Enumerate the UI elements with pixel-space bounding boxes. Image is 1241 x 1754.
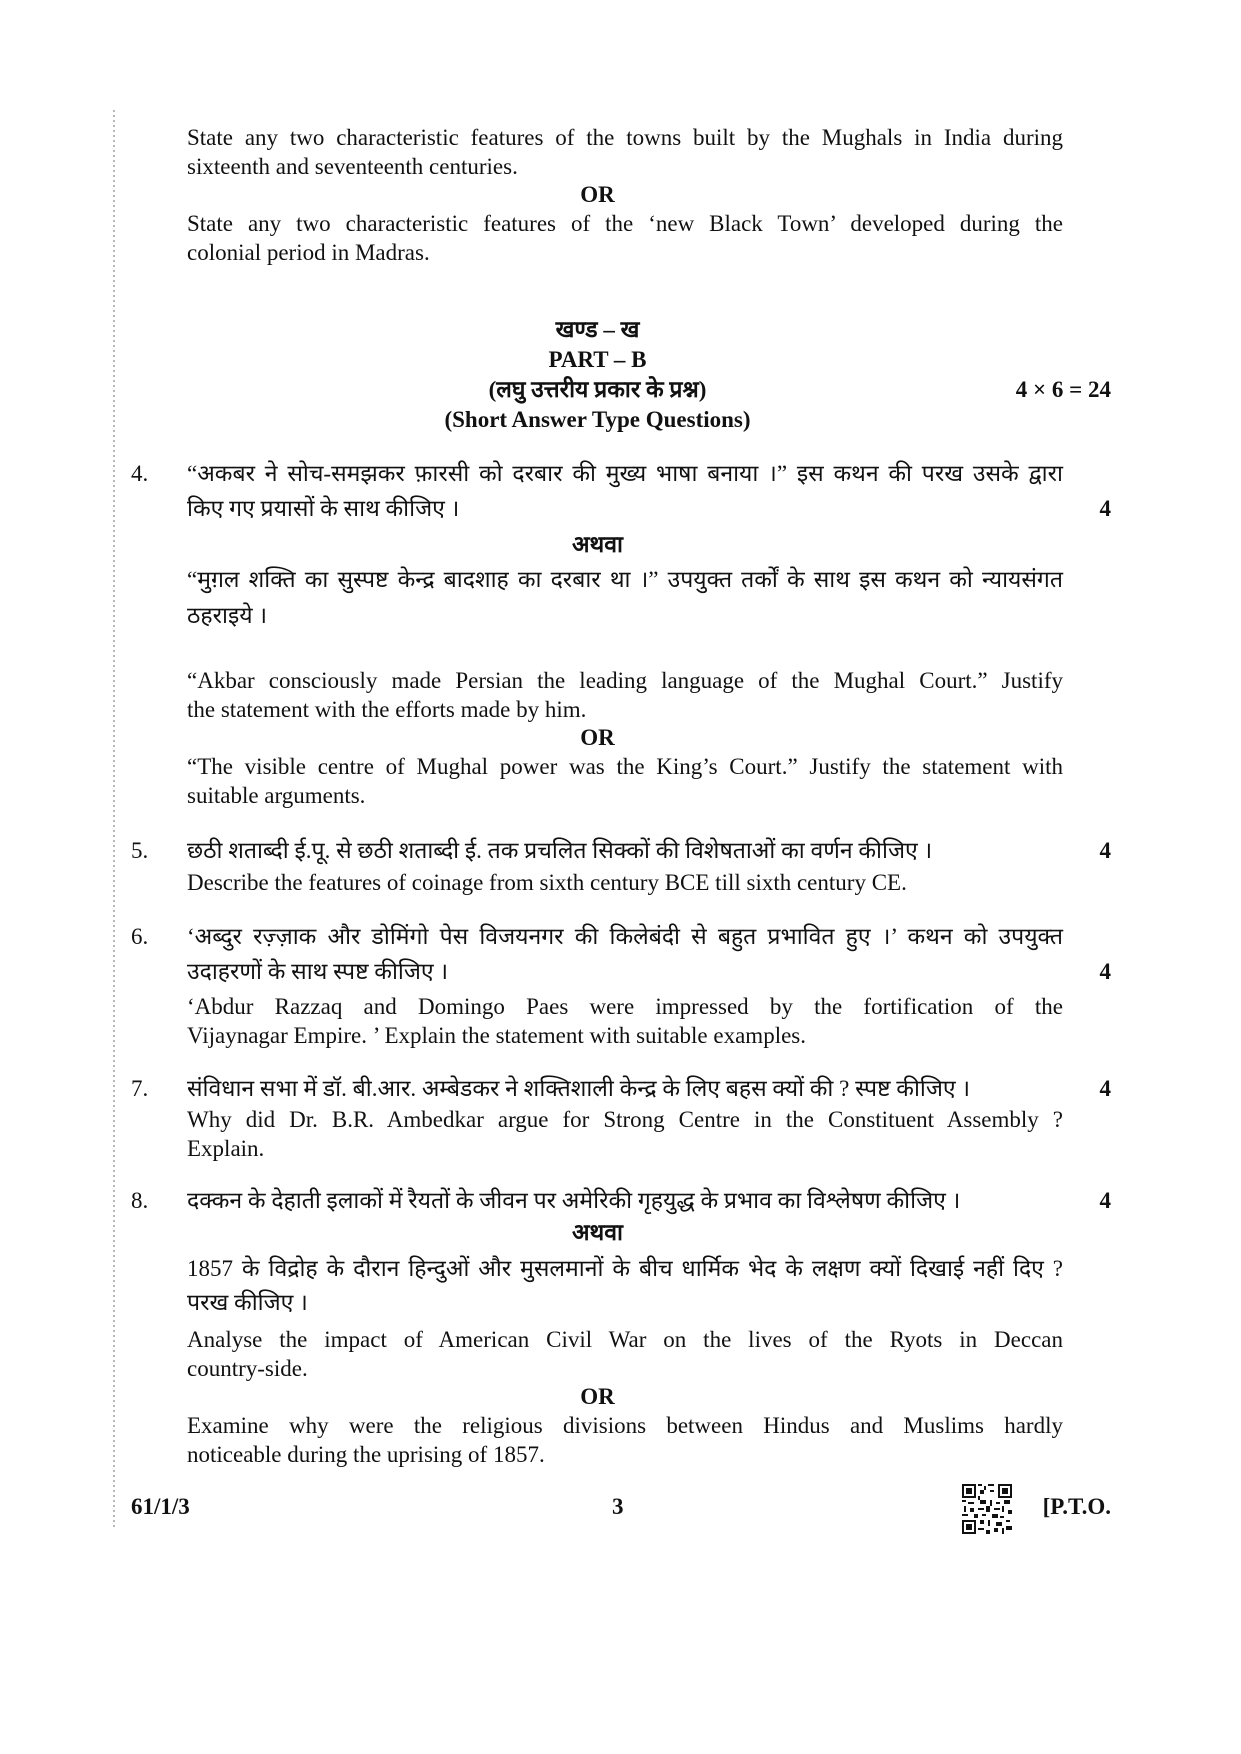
q4-hi2-line1: “मुग़ल शक्ति का सुस्पष्ट केन्द्र बादशाह का दरबार था ।” उपयुक्त तर्कों के साथ इस कथन को न्यायसंगत [187,567,1063,592]
q4-hi1-line1: “अकबर ने सोच-समझकर फ़ारसी को दरबार की मुख्य भाषा बनाया ।” इस कथन की परख उसके द्वारा [187,461,1063,486]
q4-hi2-line2: ठहराइये । [187,603,268,628]
section-title: PART – B [548,347,647,372]
qr-code-icon [962,1484,1012,1534]
q8-hi2-line2: परख कीजिए । [187,1290,308,1315]
q8-hi2-line1: 1857 के विद्रोह के दौरान हिन्दुओं और मुसलमानों के बीच धार्मिक भेद के लक्षण क्यों दिखाई नहीं दिए ? [187,1256,1063,1281]
q6-hi-line1: ‘अब्दुर रज़्ज़ाक और डोमिंगो पेस विजयनगर की किलेबंदी से बहुत प्रभावित हुए ।’ कथन को उपयुक्त [187,924,1063,949]
q6-hi-line2: उदाहरणों के साथ स्पष्ट कीजिए । [187,959,449,984]
q5-hi-line1: छठी शताब्दी ई.पू. से छठी शताब्दी ई. तक प्रचलित सिक्कों की विशेषताओं का वर्णन कीजिए । [187,838,933,863]
q4-en1-line2: the statement with the efforts made by him. [187,697,587,722]
q8-en1-line1: Analyse the impact of American Civil War on the lives of the Ryots in Deccan [187,1327,1063,1352]
question-number: 4. [131,461,149,486]
question-marks: 4 [1099,1188,1111,1213]
q6-en-line1: ‘Abdur Razzaq and Domingo Paes were impressed by the fortification of the [187,994,1063,1019]
q3-en2-line2: colonial period in Madras. [187,240,430,265]
q4-en1-line1: “Akbar consciously made Persian the leading language of the Mughal Court.” Justify [187,668,1063,693]
question-number: 5. [131,838,149,863]
page-number: 3 [612,1494,624,1519]
q8-hi1-line1: दक्कन के देहाती इलाकों में रैयतों के जीवन पर अमेरिकी गृहयुद्ध के प्रभाव का विश्लेषण कीजिए । [187,1188,961,1213]
q8-en2-line2: noticeable during the uprising of 1857. [187,1442,545,1467]
q4-en2-line2: suitable arguments. [187,783,366,808]
section-total-marks: 4 × 6 = 24 [1015,377,1111,402]
section-hindi-subtitle: (लघु उत्तरीय प्रकार के प्रश्न) [488,377,707,402]
q7-en-line2: Explain. [187,1136,265,1161]
q7-hi-line1: संविधान सभा में डॉ. बी.आर. अम्बेडकर ने शक्तिशाली केन्द्र के लिए बहस क्यों की ? स्पष्ट कीजिए । [187,1076,971,1101]
q6-en-line2: Vijaynagar Empire. ’ Explain the statement with suitable examples. [187,1023,807,1048]
section-subtitle: (Short Answer Type Questions) [444,407,751,432]
q3-en2-line1: State any two characteristic features of the ‘new Black Town’ developed during the [187,211,1063,236]
question-marks: 4 [1099,496,1111,521]
section-hindi-title: खण्ड – ख [555,317,640,342]
paper-code: 61/1/3 [131,1494,190,1519]
q3-en1-line2: sixteenth and seventeenth centuries. [187,154,518,179]
q7-en-line1: Why did Dr. B.R. Ambedkar argue for Strong Centre in the Constituent Assembly ? [187,1107,1063,1132]
question-marks: 4 [1099,959,1111,984]
q4-hi1-line2: किए गए प्रयासों के साथ कीजिए । [187,496,460,521]
q4-en2-line1: “The visible centre of Mughal power was the King’s Court.” Justify the statement with [187,754,1063,779]
q5-en-line1: Describe the features of coinage from sixth century BCE till sixth century CE. [187,870,907,895]
q8-hi-or: अथवा [571,1220,623,1245]
question-number: 6. [131,924,149,949]
question-number: 7. [131,1076,149,1101]
question-marks: 4 [1099,1076,1111,1101]
question-number: 8. [131,1188,149,1213]
pto-label: [P.T.O. [1042,1494,1111,1519]
q3-or: OR [580,182,615,207]
q3-en1-line1: State any two characteristic features of the towns built by the Mughals in India during [187,125,1063,150]
q8-en1-line2: country-side. [187,1356,308,1381]
question-marks: 4 [1099,838,1111,863]
q4-en-or: OR [580,725,615,750]
q8-en2-line1: Examine why were the religious divisions between Hindus and Muslims hardly [187,1413,1063,1438]
q4-hi-or: अथवा [571,532,623,557]
q8-en-or: OR [580,1384,615,1409]
